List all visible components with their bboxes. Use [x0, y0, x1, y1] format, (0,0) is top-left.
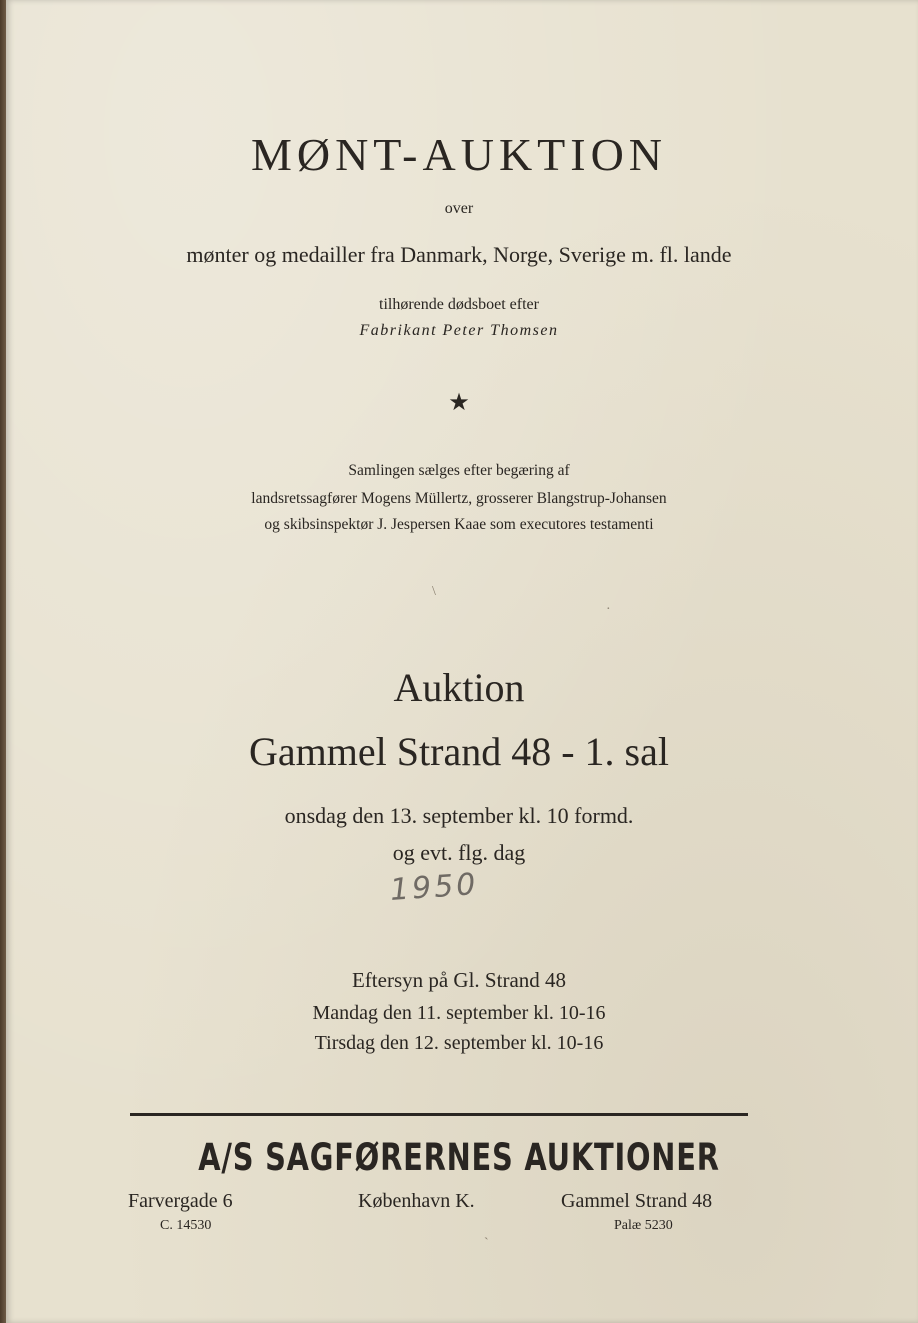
paper-speck: `	[484, 1236, 489, 1251]
estate-label: tilhørende dødsboet efter	[379, 296, 539, 313]
viewing-heading: Eftersyn på Gl. Strand 48	[351, 968, 567, 992]
sale-note-line-2: landsretssagfører Mogens Müllertz, grosserer Blangstrup-Johansen	[251, 490, 667, 507]
footer-left-address: Farvergade 6	[128, 1190, 233, 1212]
viewing-tuesday: Tirsdag den 12. september kl. 10-16	[314, 1032, 604, 1054]
auction-date: onsdag den 13. september kl. 10 formd.	[284, 803, 634, 828]
sale-note-line-1: Samlingen sælges efter begæring af	[348, 462, 570, 479]
estate-owner: Fabrikant Peter Thomsen	[359, 322, 559, 339]
auction-address: Gammel Strand 48 - 1. sal	[249, 729, 669, 774]
over-word: over	[444, 200, 474, 217]
auction-heading: Auktion	[393, 665, 525, 710]
paper-speck: \	[432, 584, 436, 599]
footer-city: København K.	[358, 1190, 475, 1212]
auction-date-continued: og evt. flg. dag	[392, 840, 526, 865]
star-ornament-icon: ★	[448, 390, 470, 416]
footer-left-phone: C. 14530	[160, 1218, 212, 1233]
footer-divider	[130, 1113, 748, 1116]
paper-speck: ·	[606, 602, 611, 617]
auction-house-name: A/S SAGFØRERNES AUKTIONER	[198, 1136, 720, 1179]
catalog-subtitle: mønter og medailler fra Danmark, Norge, Sverige m. fl. lande	[186, 242, 732, 267]
handwritten-year: 1950	[388, 866, 480, 909]
sale-note-line-3: og skibsinspektør J. Jespersen Kaae som executores testamenti	[264, 516, 654, 533]
catalog-title: MØNT-AUKTION	[250, 129, 668, 180]
footer-right-address: Gammel Strand 48	[561, 1190, 713, 1212]
catalog-cover	[6, 0, 918, 1323]
viewing-monday: Mandag den 11. september kl. 10-16	[312, 1002, 606, 1024]
footer-right-phone: Palæ 5230	[614, 1218, 673, 1233]
